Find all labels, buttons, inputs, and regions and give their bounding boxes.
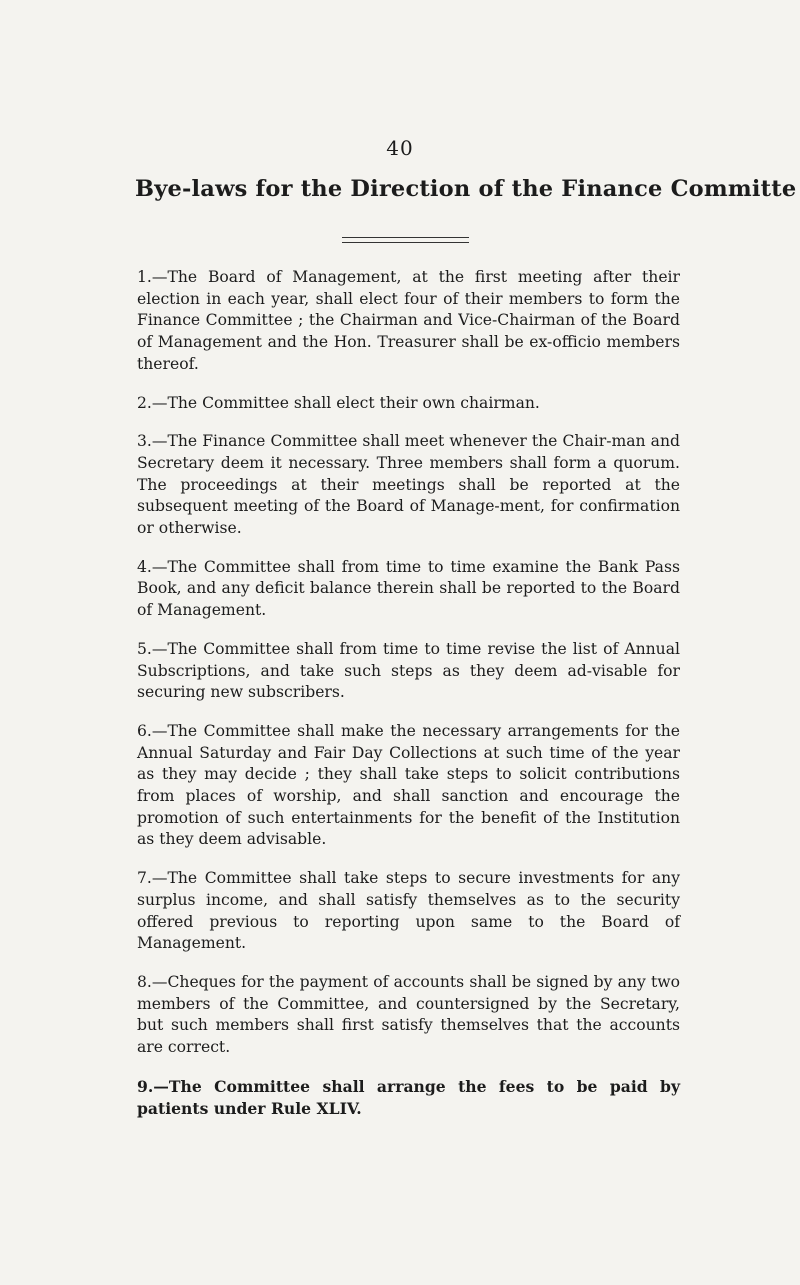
rule-8: 8.—Cheques for the payment of accounts shall be signed by any two members of the Committee, and countersigned by the Secretary, but such members shall first satisfy themselves that the accounts are correct. [137, 972, 680, 1057]
rule-5: 5.—The Committee shall from time to time revise the list of Annual Subscriptions, and take such steps as they deem ad-visable for securing new subscribers. [137, 639, 680, 702]
page-title: Bye-laws for the Direction of the Finance Committe [135, 176, 797, 202]
rule-4: 4.—The Committee shall from time to time examine the Bank Pass Book, and any deficit balance therein shall be reported to the Board of Management. [137, 557, 680, 620]
rule-2: 2.—The Committee shall elect their own chairman. [137, 393, 540, 412]
rule-7: 7.—The Committee shall take steps to secure investments for any surplus income, and shall satisfy themselves as to the security offered previous to reporting upon same to the Board of Management. [137, 869, 680, 953]
rules-list [137, 267, 680, 1136]
rule-9: 9.—The Committee shall arrange the fees to be paid by patients under Rule XLIV. [137, 1076, 680, 1118]
rule-6: 6.—The Committee shall make the necessary arrangements for the Annual Saturday and Fair Day Collections at such time of the year as they may decide ; they shall take steps to solicit contributions from places of worship, and shall sanction and encourage the promotion of such entertainments for the benefit of the Institution as they deem advisable. [137, 721, 680, 849]
title-divider [342, 237, 469, 243]
rule-3: 3.—The Finance Committee shall meet whenever the Chair-man and Secretary deem it necessary. Three members shall form a quorum. The proceedings at their meetings shall be reported at the subsequent meeting of the Board of Manage-ment, for confirmation or otherwise. [137, 432, 680, 538]
page-number: 40 [386, 136, 414, 160]
rule-1: 1.—The Board of Management, at the first meeting after their election in each year, shall elect four of their members to form the Finance Committee ; the Chairman and Vice-Chairman of the Board of Management and the Hon. Treasurer shall be ex-officio members thereof. [137, 268, 680, 373]
